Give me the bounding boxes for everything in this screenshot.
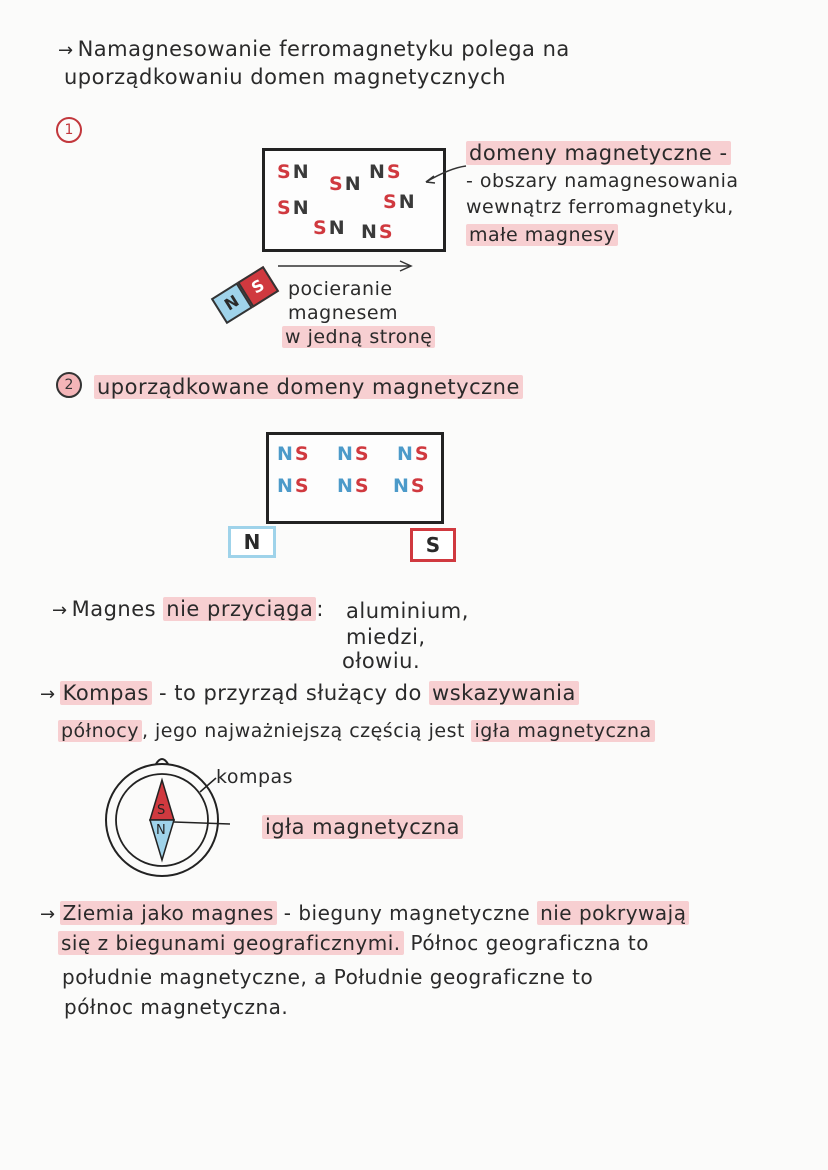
needle-n-label: N [156,823,166,838]
needle-pointer-line [174,822,230,824]
earth-line-3: południe magnetyczne, a Południe geograficzne to [62,965,594,989]
domain-4: SN [277,197,311,219]
needle-s-label: S [157,803,166,818]
annotation-line-2: - obszary namagnesowania [466,170,739,192]
step-2-number: 2 [56,372,82,398]
earth-line-1: → Ziemia jako magnes - bieguny magnetyczne nie pokrywają [40,900,689,928]
magnet-n-pole: N [211,282,253,324]
material-lead: ołowiu. [342,649,421,673]
caption-line-1: pocieranie [288,278,393,300]
ordered-domain-2: NS [337,443,371,465]
ordered-domain-3: NS [397,443,431,465]
domain-6: SN [313,217,347,239]
annotation-line-3: wewnątrz ferromagnetyku, [466,196,734,218]
ferromagnet-box-unordered [262,148,446,252]
bar-magnet [211,266,279,324]
domain-7: NS [361,221,395,243]
annotation-line-1: domeny magnetyczne - [466,140,731,166]
earth-line-2: się z biegunami geograficznymi. Północ geograficzna to [58,930,649,956]
material-copper: miedzi, [346,625,426,649]
arrow-icon: → [40,684,56,705]
compass-label: kompas [216,766,294,788]
ferromagnet-box-ordered [266,432,444,524]
step-1-number: 1 [56,117,82,143]
compass-line-1: → Kompas - to przyrząd służący do wskazywania [40,680,579,708]
domain-2: SN [329,173,363,195]
needle-label: igła magnetyczna [262,814,463,840]
rubbing-arrow-icon [276,258,416,274]
pole-s: S [410,528,456,562]
domain-1: SN [277,161,311,183]
ordered-domain-6: NS [393,475,427,497]
magnet-s-pole: S [237,266,279,308]
ordered-domain-5: NS [337,475,371,497]
not-attracted-line: → Magnes nie przyciąga : [52,597,324,621]
intro-line-2: uporządkowaniu domen magnetycznych [64,65,507,89]
domain-5: SN [383,191,417,213]
arrow-icon: → [52,600,68,621]
caption-line-2: magnesem [288,302,399,324]
arrow-icon: → [40,904,56,925]
earth-line-4: północ magnetyczna. [64,995,289,1019]
compass-drawing [100,750,230,880]
material-aluminium: aluminium, [346,599,469,623]
step-2-title: uporządkowane domeny magnetyczne [94,374,523,400]
ordered-domain-4: NS [277,475,311,497]
annotation-line-4: małe magnesy [466,222,618,248]
ordered-domain-1: NS [277,443,311,465]
domain-3: NS [369,161,403,183]
pole-n: N [228,526,276,558]
pointer-line-icon [420,160,470,190]
caption-line-3: w jedną stronę [282,324,435,350]
compass-line-2: północy , jego najważniejszą częścią jest igła magnetyczna [58,718,655,744]
intro-line-1: → Namagnesowanie ferromagnetyku polega na [58,37,570,61]
arrow-icon: → [58,40,74,61]
